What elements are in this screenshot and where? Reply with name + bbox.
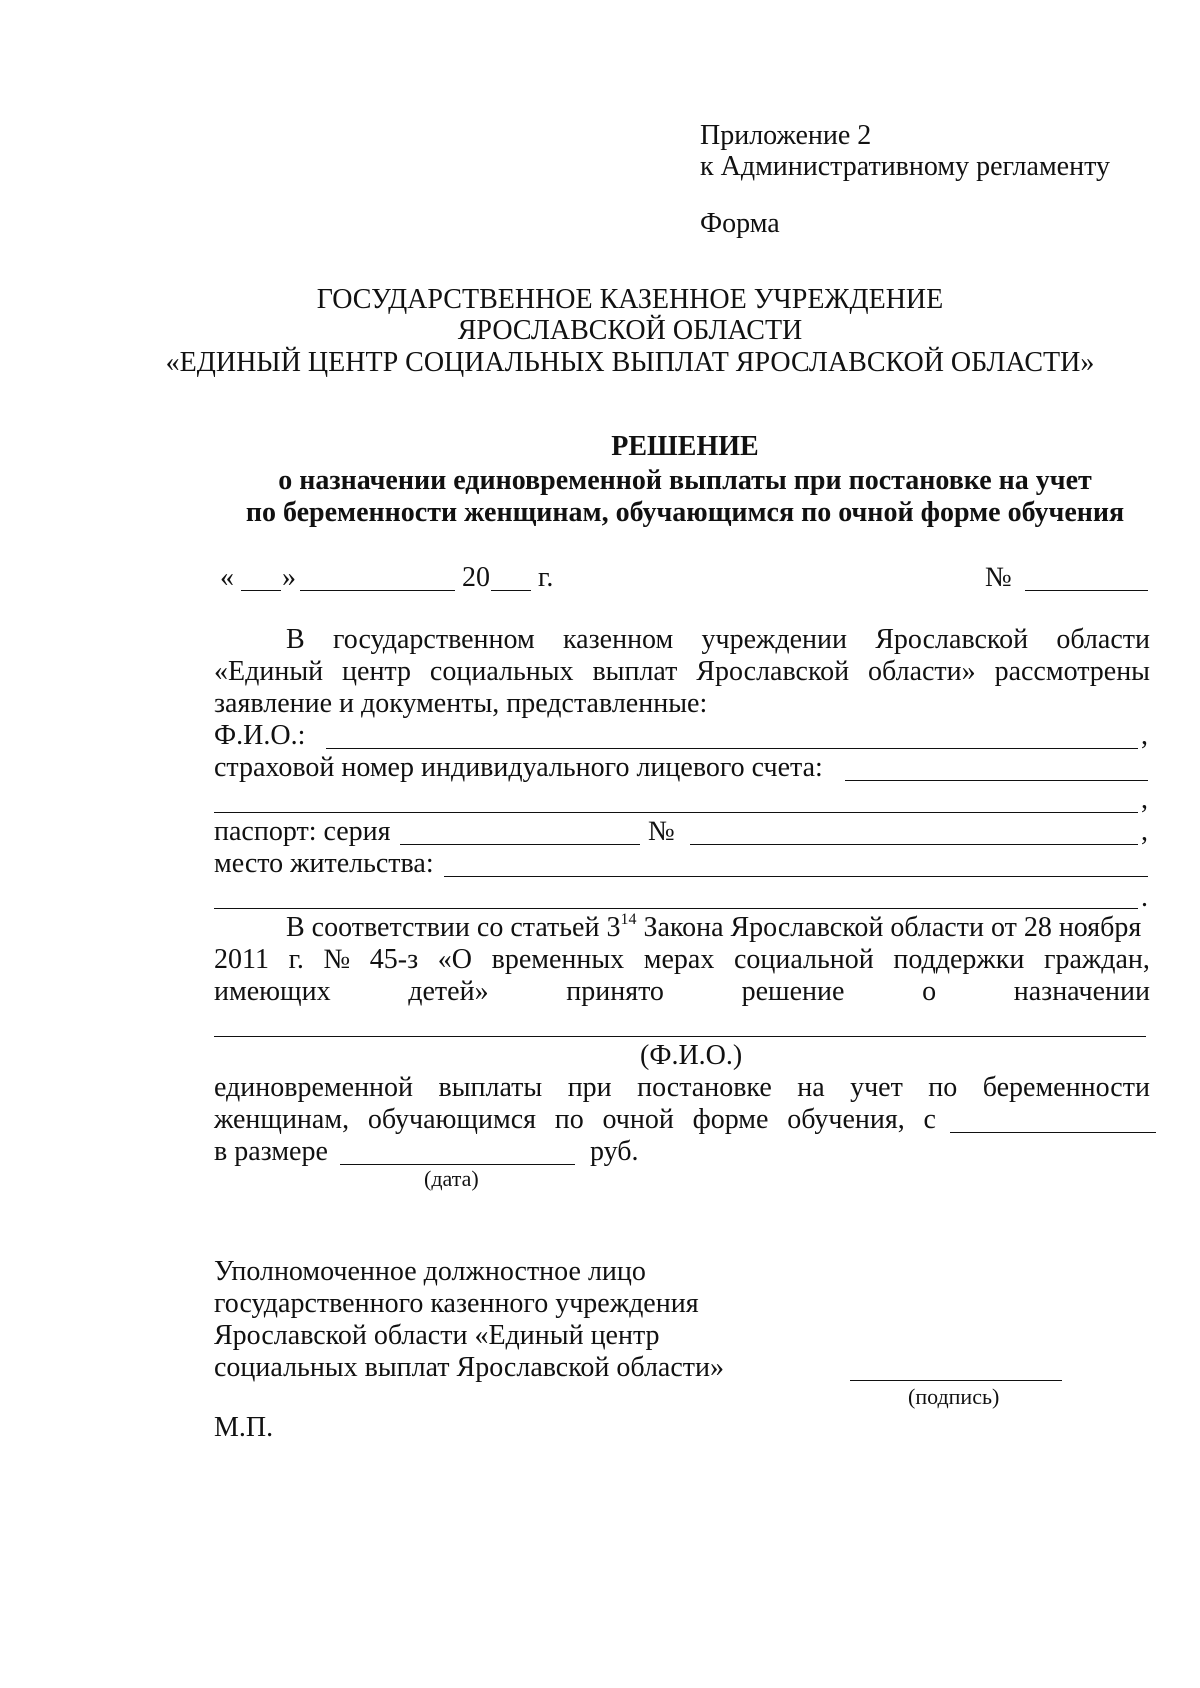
snils-blank[interactable] bbox=[845, 780, 1148, 781]
year-suffix: г. bbox=[538, 562, 554, 593]
word: женщинам, bbox=[214, 1104, 350, 1135]
word: выплаты bbox=[438, 1072, 543, 1103]
day-close-quote: » bbox=[282, 562, 296, 593]
passport-number-blank[interactable] bbox=[690, 844, 1138, 845]
decision-subtitle-1: о назначении единовременной выплаты при постановке на учет bbox=[278, 465, 1092, 496]
stamp-place-label: М.П. bbox=[214, 1412, 274, 1443]
word: казенном bbox=[562, 624, 674, 655]
word: по bbox=[554, 1104, 584, 1135]
recipient-fio-blank[interactable] bbox=[214, 1036, 1146, 1037]
word: Ярославской bbox=[875, 624, 1029, 655]
month-blank[interactable] bbox=[300, 590, 455, 591]
amount-currency: руб. bbox=[590, 1136, 639, 1167]
word: о bbox=[922, 976, 937, 1007]
word: обучения, bbox=[787, 1104, 905, 1135]
snils-blank-continuation[interactable] bbox=[214, 812, 1138, 813]
word: мерах bbox=[643, 944, 715, 975]
word: на bbox=[797, 1072, 825, 1103]
word: форме bbox=[692, 1104, 769, 1135]
fio-comma: , bbox=[1141, 720, 1148, 751]
fio-blank[interactable] bbox=[326, 748, 1138, 749]
word: при bbox=[567, 1072, 612, 1103]
amount-blank[interactable] bbox=[340, 1164, 575, 1165]
word: обучающимся bbox=[367, 1104, 537, 1135]
passport-comma: , bbox=[1141, 816, 1148, 847]
signatory-line-1: Уполномоченное должностное лицо bbox=[214, 1256, 646, 1287]
residence-label: место жительства: bbox=[214, 848, 434, 879]
word: очной bbox=[602, 1104, 674, 1135]
word: социальной bbox=[733, 944, 874, 975]
word: временных bbox=[491, 944, 625, 975]
word: 45-з bbox=[369, 944, 419, 975]
word: выплат bbox=[592, 656, 678, 687]
para1-line1 bbox=[286, 624, 1150, 656]
snils-label: страховой номер индивидуального лицевого счета: bbox=[214, 752, 823, 783]
signature-blank[interactable] bbox=[850, 1380, 1062, 1381]
word: г. bbox=[288, 944, 304, 975]
form-label: Форма bbox=[700, 208, 780, 239]
word: по bbox=[928, 1072, 958, 1103]
word: государственном bbox=[332, 624, 535, 655]
fio-label: Ф.И.О.: bbox=[214, 720, 306, 751]
word: принято bbox=[566, 976, 664, 1007]
para2-line1-end: Закона Ярославской области от 28 ноября bbox=[636, 912, 1142, 943]
word: области» bbox=[868, 656, 976, 687]
appendix-label: Приложение 2 bbox=[700, 120, 872, 151]
word: назначении bbox=[1013, 976, 1150, 1007]
para2-line3 bbox=[214, 976, 1150, 1008]
passport-series-label: паспорт: серия bbox=[214, 816, 391, 847]
word: 2011 bbox=[214, 944, 269, 975]
word: социальных bbox=[429, 656, 574, 687]
institution-line-1: ГОСУДАРСТВЕННОЕ КАЗЕННОЕ УЧРЕЖДЕНИЕ bbox=[316, 284, 944, 315]
residence-blank[interactable] bbox=[444, 876, 1148, 877]
residence-blank-continuation[interactable] bbox=[214, 908, 1138, 909]
year-prefix: 20 bbox=[462, 562, 490, 593]
para3-line1 bbox=[214, 1072, 1150, 1104]
para2-line1-start: В соответствии со статьей 3 bbox=[286, 912, 621, 943]
word: области bbox=[1056, 624, 1150, 655]
word: рассмотрены bbox=[994, 656, 1150, 687]
word: беременности bbox=[982, 1072, 1150, 1103]
word: граждан, bbox=[1043, 944, 1150, 975]
recipient-fio-caption: (Ф.И.О.) bbox=[640, 1040, 743, 1071]
word: учет bbox=[850, 1072, 903, 1103]
word: решение bbox=[741, 976, 845, 1007]
start-date-blank[interactable] bbox=[950, 1132, 1156, 1133]
institution-line-2: ЯРОСЛАВСКОЙ ОБЛАСТИ bbox=[457, 315, 803, 346]
word: единовременной bbox=[214, 1072, 414, 1103]
signatory-line-4: социальных выплат Ярославской области» bbox=[214, 1352, 724, 1383]
date-caption: (дата) bbox=[424, 1166, 479, 1191]
article-superscript: 14 bbox=[620, 910, 637, 928]
word: № bbox=[323, 944, 351, 975]
amount-label: в размере bbox=[214, 1136, 328, 1167]
snils-comma: , bbox=[1141, 784, 1148, 815]
regulation-label: к Административному регламенту bbox=[700, 151, 1110, 182]
para2-line1 bbox=[286, 912, 1150, 944]
decision-title: РЕШЕНИЕ bbox=[611, 431, 759, 462]
word: имеющих bbox=[214, 976, 331, 1007]
word: с bbox=[923, 1104, 936, 1135]
year-blank[interactable] bbox=[491, 590, 531, 591]
signature-caption: (подпись) bbox=[908, 1384, 1000, 1409]
decision-subtitle-2: по беременности женщинам, обучающимся по очной форме обучения bbox=[245, 497, 1125, 528]
para3-line2 bbox=[214, 1104, 936, 1136]
decision-number-blank[interactable] bbox=[1025, 590, 1148, 591]
word: «О bbox=[437, 944, 473, 975]
para2-line2 bbox=[214, 944, 1150, 976]
passport-series-blank[interactable] bbox=[400, 844, 640, 845]
word: центр bbox=[342, 656, 412, 687]
word: постановке bbox=[637, 1072, 772, 1103]
signatory-line-3: Ярославской области «Единый центр bbox=[214, 1320, 660, 1351]
word: В bbox=[286, 624, 305, 655]
signatory-line-2: государственного казенного учреждения bbox=[214, 1288, 699, 1319]
para1-line3: заявление и документы, представленные: bbox=[214, 688, 708, 719]
passport-number-label: № bbox=[648, 816, 675, 847]
word: поддержки bbox=[893, 944, 1025, 975]
residence-period: . bbox=[1141, 882, 1148, 913]
word: Ярославской bbox=[696, 656, 850, 687]
para1-line2 bbox=[214, 656, 1150, 688]
day-open-quote: « bbox=[220, 562, 234, 593]
day-blank[interactable] bbox=[241, 590, 281, 591]
word: «Единый bbox=[214, 656, 324, 687]
institution-line-3: «ЕДИНЫЙ ЦЕНТР СОЦИАЛЬНЫХ ВЫПЛАТ ЯРОСЛАВСКОЙ ОБЛАСТИ» bbox=[165, 347, 1095, 378]
word: детей» bbox=[408, 976, 489, 1007]
decision-number-sign: № bbox=[985, 562, 1012, 593]
word: учреждении bbox=[701, 624, 847, 655]
